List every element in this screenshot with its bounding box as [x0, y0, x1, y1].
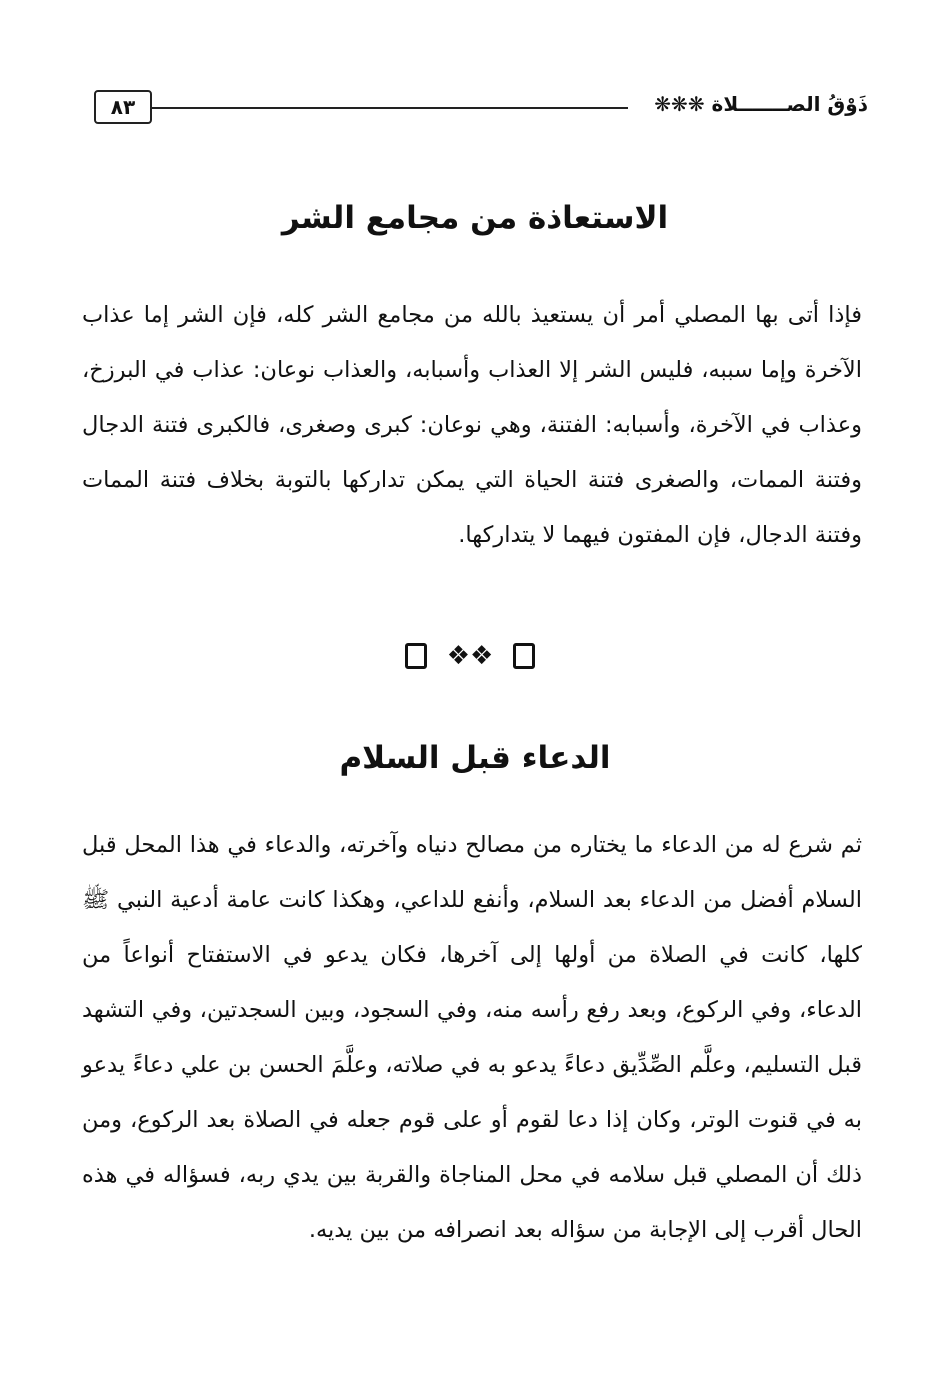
header-rule [152, 107, 628, 109]
ornament-box-right [513, 643, 535, 669]
ornament-divider [405, 638, 535, 674]
section-heading-isti-adha: الاستعاذة من مجامع الشر [281, 200, 669, 236]
page-number: ٨٣ [94, 90, 152, 124]
ornament-diamond-icon: ❖❖ [446, 641, 494, 671]
ornament-box-left [405, 643, 427, 669]
running-header [88, 82, 868, 132]
section-heading-dua: الدعاء قبل السلام [339, 740, 611, 776]
book-title: ذَوْقُ الصـــــــلاة ❋❋❋ [654, 92, 868, 116]
paragraph-isti-adha: فإذا أتى بها المصلي أمر أن يستعيذ بالله من مجامع الشر كله، فإن الشر إما عذاب الآخرة وإما سببه، فليس الشر إلا العذاب وأسبابه، والعذاب نوعان: عذاب في البرزخ، وعذاب في الآخرة، وأسبابه: الفتنة، وهي نوعان: كبرى وصغرى، فالكبرى فتنة الدجال وفتنة الممات، والصغرى فتنة الحياة التي يمكن تداركها بالتوبة بخلاف فتنة الممات وفتنة الدجال، فإن المفتون فيهما لا يتداركها. [82, 302, 862, 548]
paragraph-dua: ثم شرع له من الدعاء ما يختاره من مصالح دنياه وآخرته، والدعاء في هذا المحل قبل السلام أفضل من الدعاء بعد السلام، وأنفع للداعي، وهكذا كانت عامة أدعية النبي ﷺ كلها، كانت في الصلاة من أولها إلى آخرها، فكان يدعو في الاستفتاح أنواعاً من الدعاء، وفي الركوع، وبعد رفع رأسه منه، وفي السجود، وبين السجدتين، وفي التشهد قبل التسليم، وعلَّم الصِّدِّيق دعاءً يدعو به في صلاته، وعلَّمَ الحسن بن علي دعاءً يدعو به في قنوت الوتر، وكان إذا دعا لقوم أو على قوم جعله في الصلاة بعد الركوع، ومن ذلك أن المصلي قبل سلامه في محل المناجاة والقربة بين يدي ربه، فسؤاله في هذه الحال أقرب إلى الإجابة من سؤاله بعد انصرافه من بين يديه. [82, 832, 862, 1243]
